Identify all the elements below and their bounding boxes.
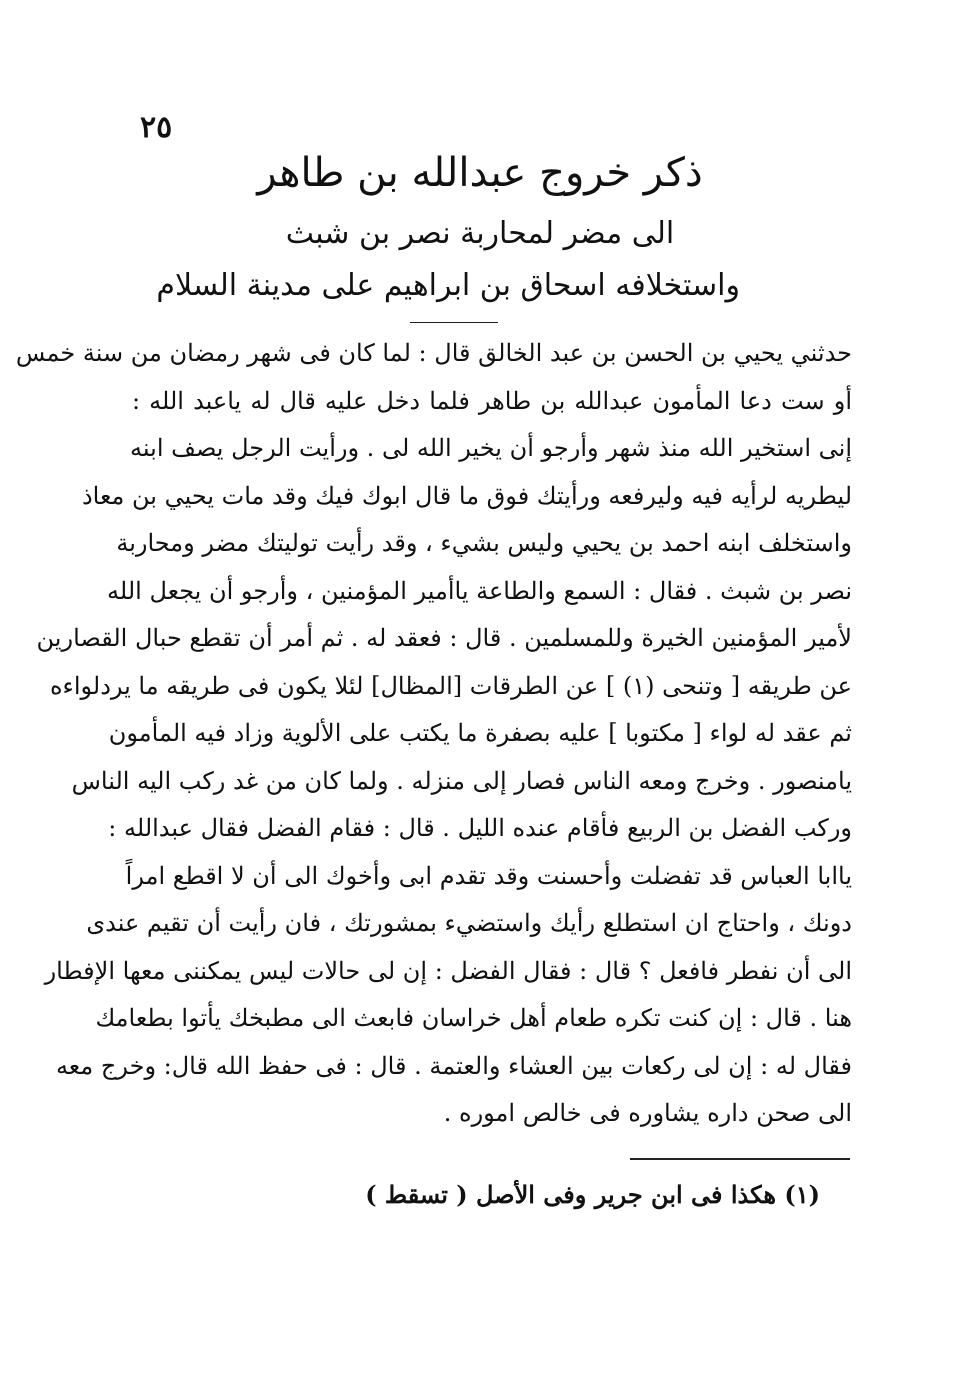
title-divider — [410, 322, 498, 323]
body-line: هنا . قال : إن كنت تكره طعام أهل خراسان فابعث الى مطبخك يأتوا بطعامك — [95, 1004, 852, 1032]
body-line: الى أن نفطر فافعل ؟ قال : فقال الفضل : إن لى حالات ليس يمكننى معها الإفطار — [44, 956, 852, 985]
body-line: ثم عقد له لواء [ مكتوبا ] عليه بصفرة ما يكتب على الألوية وزاد فيه المأمون — [108, 719, 852, 747]
body-line: أو ست دعا المأمون عبدالله بن طاهر فلما دخل عليه قال له ياعبد الله : — [132, 386, 852, 415]
footnote: (١) هكذا فى ابن جرير وفى الأصل ( تسقط ) — [365, 1180, 820, 1209]
footnote-divider — [630, 1158, 850, 1160]
body-line: إنى استخير الله منذ شهر وأرجو أن يخير الله لى . ورأيت الرجل يصف ابنه — [130, 434, 852, 462]
chapter-subtitle-1: الى مضر لمحاربة نصر بن شبث — [285, 216, 675, 251]
body-line: ياابا العباس قد تفضلت وأحسنت وقد تقدم ابى وأخوك الى أن لا اقطع امراً — [125, 861, 852, 890]
body-line: وركب الفضل بن الربيع فأقام عنده الليل . قال : فقام الفضل فقال عبدالله : — [108, 814, 852, 842]
chapter-title: ذكر خروج عبدالله بن طاهر — [257, 150, 703, 196]
body-line: عن طريقه [ وتنحى (١) ] عن الطرقات [المظال] لئلا يكون فى طريقه ما يردلواءه — [49, 671, 852, 700]
body-line: حدثني يحيي بن الحسن بن عبد الخالق قال : لما كان فى شهر رمضان من سنة خمس — [15, 339, 852, 367]
body-line: يامنصور . وخرج ومعه الناس فصار إلى منزله . ولما كان من غد ركب اليه الناس — [71, 766, 852, 795]
body-line: واستخلف ابنه احمد بن يحيي وليس بشيء ، وقد رأيت توليتك مضر ومحاربة — [116, 529, 852, 557]
page-number: ٢٥ — [140, 110, 173, 145]
body-line: نصر بن شبث . فقال : السمع والطاعة ياأمير المؤمنين ، وأرجو أن يجعل الله — [107, 576, 852, 605]
chapter-subtitle-2: واستخلافه اسحاق بن ابراهيم على مدينة السلام — [156, 268, 740, 303]
body-line: دونك ، واحتاج ان استطلع رأيك واستضيء بمشورتك ، فان رأيت أن تقيم عندى — [86, 909, 852, 937]
body-line: فقال له : إن لى ركعات بين العشاء والعتمة . قال : فى حفظ الله قال: وخرج معه — [55, 1051, 852, 1080]
body-line-last: الى صحن داره يشاوره فى خالص اموره . — [443, 1099, 852, 1127]
body-line: ليطريه لرأيه فيه وليرفعه ورأيتك فوق ما قال ابوك فيك وقد مات يحيي بن معاذ — [81, 481, 852, 510]
body-line: لأمير المؤمنين الخيرة وللمسلمين . قال : فعقد له . ثم أمر أن تقطع حبال القصارين — [36, 624, 852, 652]
body-text — [15, 330, 852, 1138]
